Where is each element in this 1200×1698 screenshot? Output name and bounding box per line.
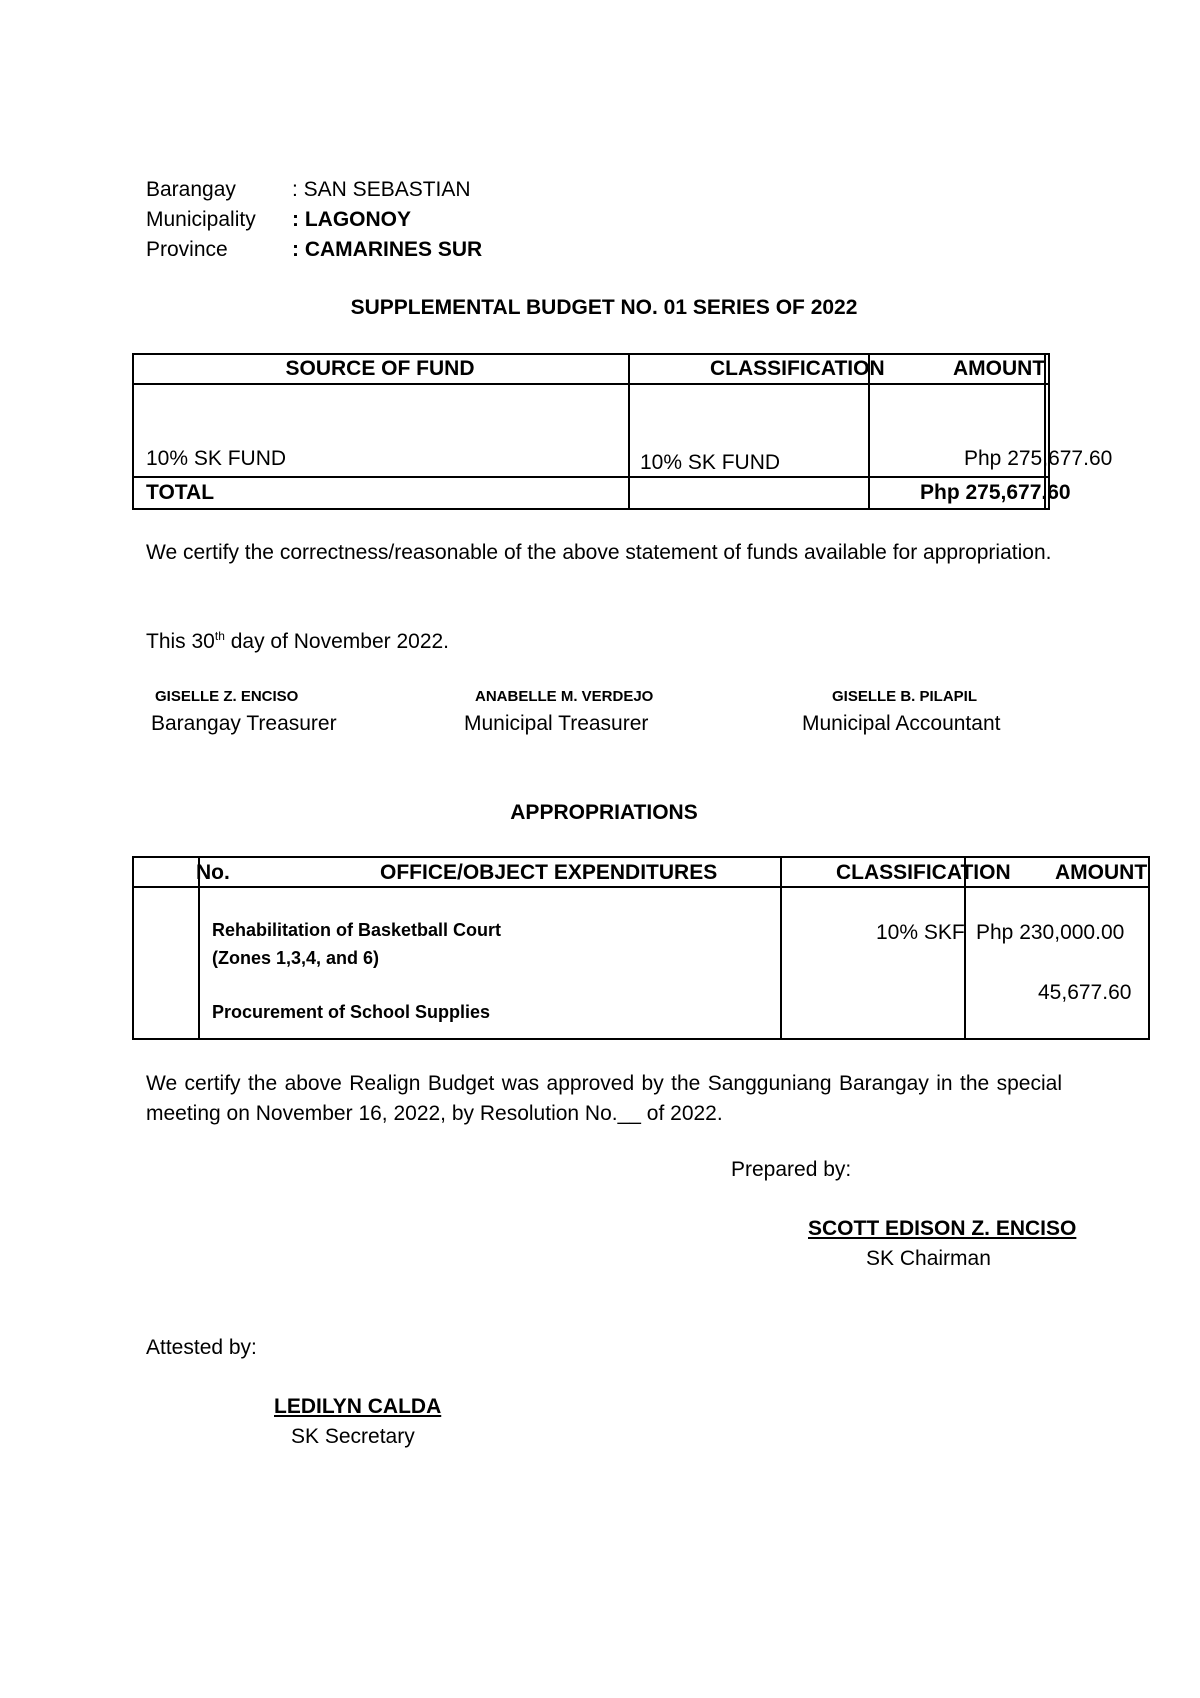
fund-total-amount: Php 275,677.60 <box>920 481 1071 504</box>
prepared-by-label: Prepared by: <box>731 1158 852 1181</box>
certify-budget-text: We certify the above Realign Budget was approved by the Sangguniang Barangay in the special meeting on November 16, 2022, by Resolution No.__ of 2022. <box>146 1072 1062 1125</box>
document-title: SUPPLEMENTAL BUDGET NO. 01 SERIES OF 2022 <box>350 296 858 319</box>
fund-row-classification: 10% SK FUND <box>640 451 781 474</box>
date-sup: th <box>214 629 225 643</box>
fund-header-source: SOURCE OF FUND <box>285 357 475 380</box>
appropriations-title: APPROPRIATIONS <box>510 801 698 824</box>
prepared-by-name: SCOTT EDISON Z. ENCISO <box>808 1217 1077 1240</box>
app-item-1-desc-line2: (Zones 1,3,4, and 6) <box>212 948 380 968</box>
app-header-classification: CLASSIFICATION <box>836 861 1011 884</box>
date-prefix: This 30 <box>146 630 215 653</box>
app-table-col-divider-2 <box>780 856 782 1040</box>
municipality-label: Municipality <box>146 208 256 231</box>
fund-table-header-divider <box>132 383 1050 385</box>
barangay-value: : SAN SEBASTIAN <box>292 178 471 201</box>
municipality-value: : LAGONOY <box>292 208 411 231</box>
fund-header-classification: CLASSIFICATION <box>710 357 885 380</box>
app-header-expenditures: OFFICE/OBJECT EXPENDITURES <box>380 861 718 884</box>
app-header-amount: AMOUNT <box>1055 861 1148 884</box>
signatory-title-1: Barangay Treasurer <box>151 712 337 735</box>
app-table-header-divider <box>132 886 1150 888</box>
signatory-name-3: GISELLE B. PILAPIL <box>832 688 978 705</box>
attested-by-name: LEDILYN CALDA <box>274 1395 442 1418</box>
app-item-1-desc-line1: Rehabilitation of Basketball Court <box>212 920 502 940</box>
app-item-2-amount: 45,677.60 <box>1038 981 1132 1004</box>
fund-total-label: TOTAL <box>146 481 215 504</box>
date-suffix: day of November 2022. <box>224 630 450 653</box>
fund-header-amount: AMOUNT <box>953 357 1046 380</box>
barangay-label: Barangay <box>146 178 236 201</box>
signatory-title-2: Municipal Treasurer <box>464 712 649 735</box>
fund-table-col-divider-1 <box>628 353 630 510</box>
certify-funds-text: We certify the correctness/reasonable of the above statement of funds available for appropriation. <box>146 541 1052 564</box>
app-item-1-amount: Php 230,000.00 <box>976 921 1125 944</box>
fund-row-source: 10% SK FUND <box>146 447 287 470</box>
province-value: : CAMARINES SUR <box>292 238 483 261</box>
province-label: Province <box>146 238 228 261</box>
app-item-1-classification: 10% SKF <box>876 921 965 944</box>
date-line <box>146 629 449 654</box>
prepared-by-title: SK Chairman <box>866 1247 991 1270</box>
app-item-2-desc: Procurement of School Supplies <box>212 1002 491 1022</box>
fund-row-amount: Php 275,677.60 <box>964 447 1113 470</box>
attested-by-title: SK Secretary <box>291 1425 415 1448</box>
attested-by-label: Attested by: <box>146 1336 257 1359</box>
fund-table-total-divider <box>132 476 1050 478</box>
signatory-title-3: Municipal Accountant <box>802 712 1001 735</box>
signatory-name-1: GISELLE Z. ENCISO <box>155 688 299 705</box>
app-header-no: No. <box>196 861 230 884</box>
signatory-name-2: ANABELLE M. VERDEJO <box>475 688 654 705</box>
